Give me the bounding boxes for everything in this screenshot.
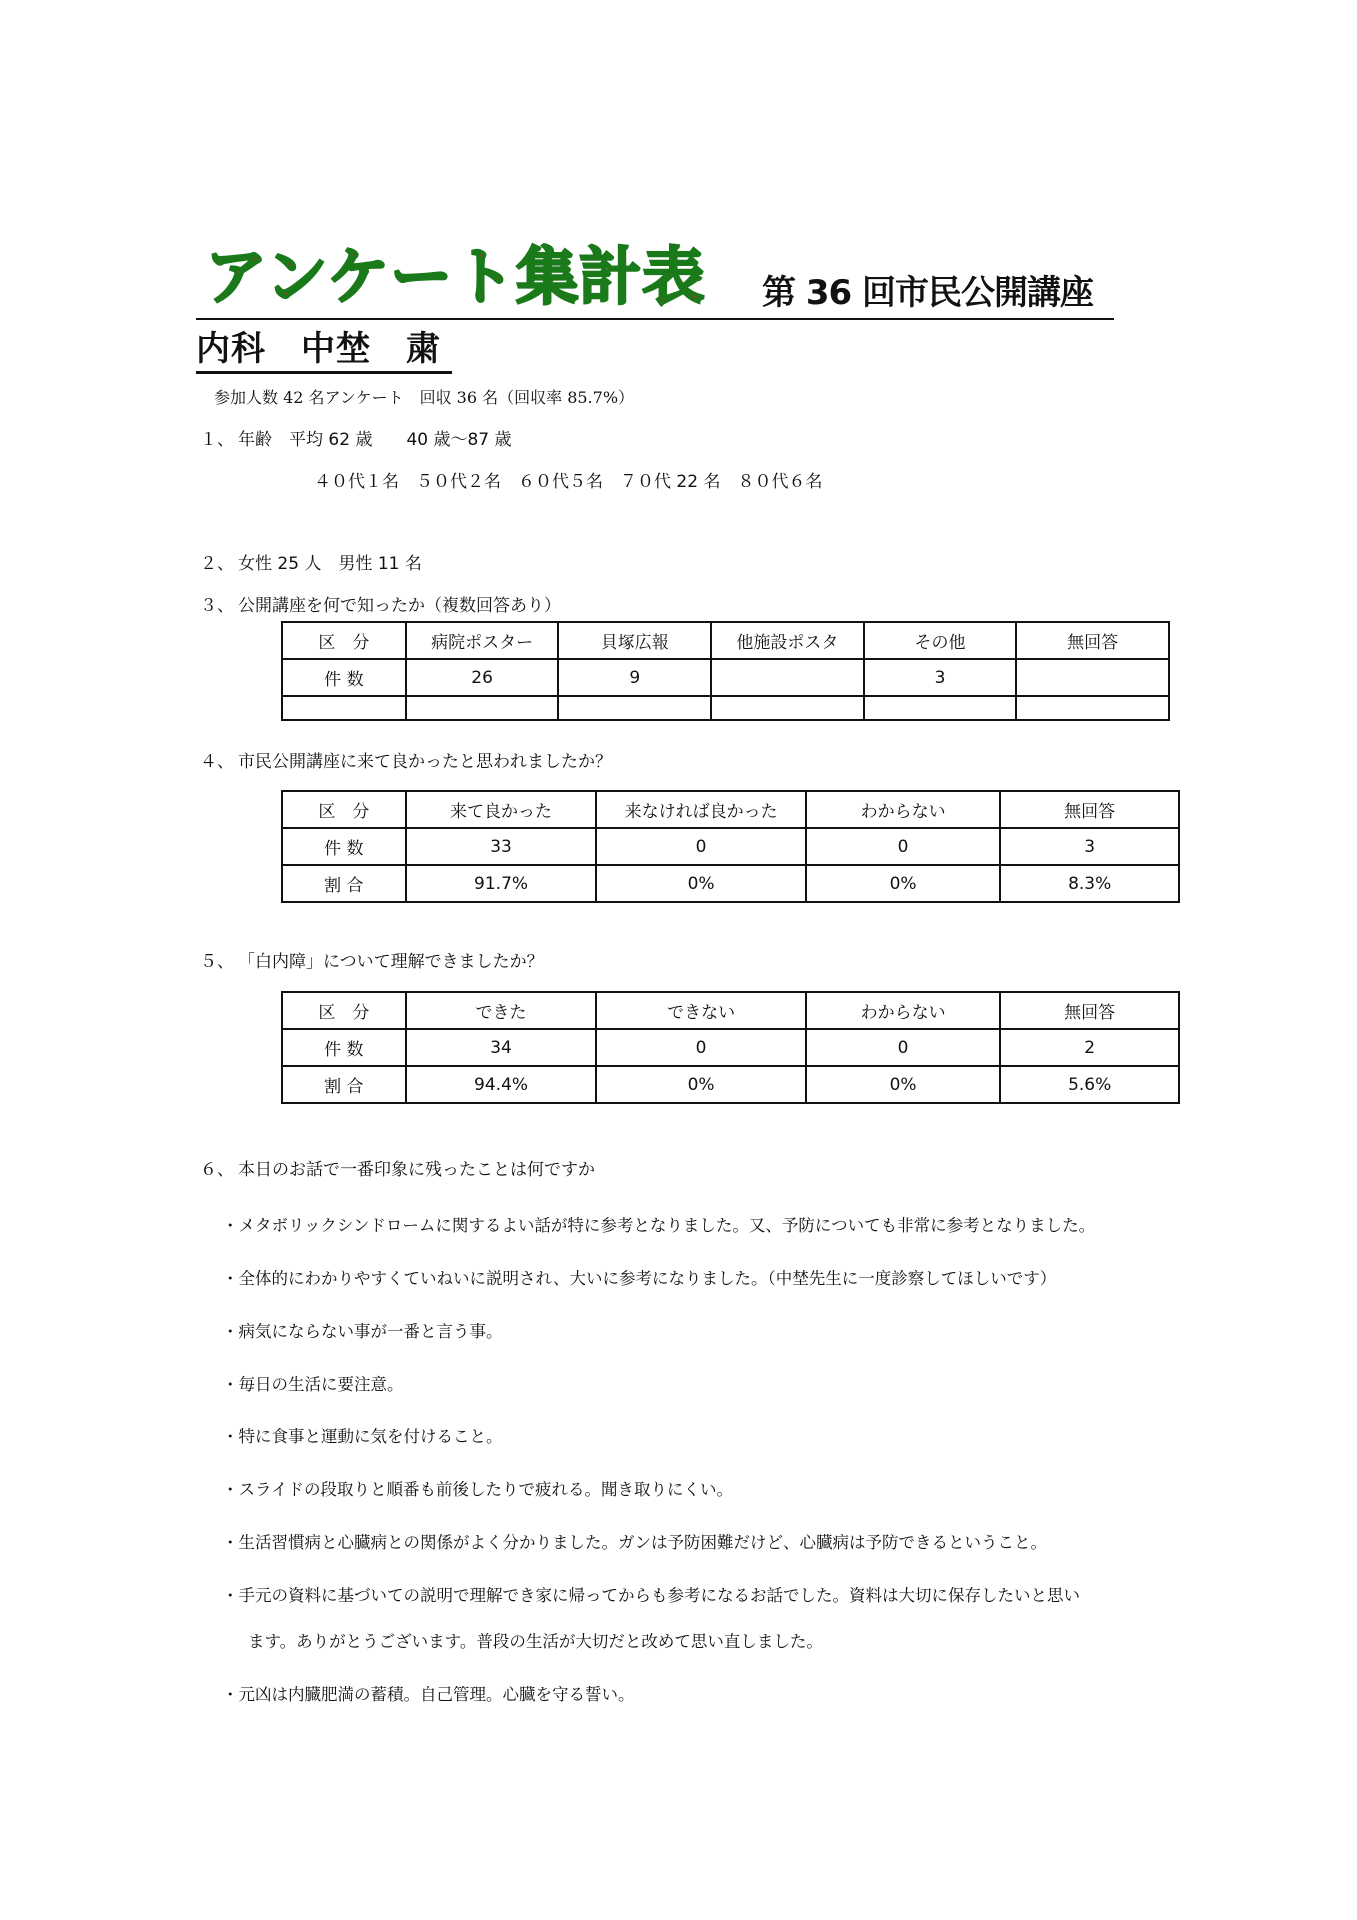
table-cell xyxy=(1016,659,1169,696)
header-cell: 無回答 xyxy=(1016,622,1169,659)
comment-item-continued: ます。ありがとうございます。普段の生活が大切だと改めて思い直しました。 xyxy=(248,1632,823,1651)
header-cell: 区 分 xyxy=(282,791,406,828)
q2-heading xyxy=(200,549,422,574)
table-cell: 34 xyxy=(406,1029,597,1066)
q6-text: 本日のお話で一番印象に残ったことは何ですか xyxy=(238,1160,595,1180)
table-header-row xyxy=(282,791,1179,828)
header-cell: 来なければ良かった xyxy=(596,791,805,828)
table-cell xyxy=(406,696,559,720)
report-title: アンケート集計表 xyxy=(205,240,706,313)
header-cell: できない xyxy=(596,992,805,1029)
q3-text: 公開講座を何で知ったか（複数回答あり） xyxy=(238,596,561,616)
lecture-subtitle: 第 36 回市民公開講座 xyxy=(762,273,1093,313)
table-header-row xyxy=(282,992,1179,1029)
table-cell: 0% xyxy=(806,1066,1001,1103)
comment-item: ・生活習慣病と心臓病との関係がよく分かりました。ガンは予防困難だけど、心臓病は予防できるということ。 xyxy=(222,1533,1047,1552)
table-cell: 33 xyxy=(406,828,597,865)
table-cell: 0% xyxy=(596,1066,805,1103)
header-cell: わからない xyxy=(806,791,1001,828)
table-cell: 91.7% xyxy=(406,865,597,902)
dept-underline xyxy=(196,371,452,374)
table-row xyxy=(282,1029,1179,1066)
table-cell: 0% xyxy=(596,865,805,902)
q2-number: ２、 xyxy=(200,554,234,574)
table-cell: 26 xyxy=(406,659,559,696)
table-cell: 8.3% xyxy=(1000,865,1179,902)
comment-item: ・特に食事と運動に気を付けること。 xyxy=(222,1427,503,1446)
table-cell: 94.4% xyxy=(406,1066,597,1103)
table-cell xyxy=(864,696,1017,720)
comment-item: ・全体的にわかりやすくていねいに説明され、大いに参考になりました。（中埜先生に一度診察してほしいです） xyxy=(222,1269,1057,1288)
q4-number: ４、 xyxy=(200,752,234,772)
table-cell xyxy=(558,696,711,720)
header-cell: 無回答 xyxy=(1000,791,1179,828)
comment-item: ・元凶は内臓肥満の蓄積。自己管理。心臓を守る誓い。 xyxy=(222,1685,635,1704)
header-cell: 来て良かった xyxy=(406,791,597,828)
table-cell: 3 xyxy=(864,659,1017,696)
q5-table xyxy=(281,991,1180,1104)
table-header-row xyxy=(282,622,1169,659)
table-row xyxy=(282,865,1179,902)
q3-number: ３、 xyxy=(200,596,234,616)
table-cell xyxy=(711,659,864,696)
header-cell: その他 xyxy=(864,622,1017,659)
q4-table xyxy=(281,790,1180,903)
comment-item: ・メタボリックシンドロームに関するよい話が特に参考となりました。又、予防についても非常に参考となりました。 xyxy=(222,1216,1096,1235)
header-cell: 区 分 xyxy=(282,992,406,1029)
header-cell: 区 分 xyxy=(282,622,406,659)
comment-item: ・手元の資料に基づいての説明で理解でき家に帰ってからも参考になるお話でした。資料は大切に保存したいと思い xyxy=(222,1586,1080,1605)
q5-text: 「白内障」について理解できましたか？ xyxy=(238,952,544,972)
row-label: 件 数 xyxy=(282,828,406,865)
q1-heading xyxy=(200,425,512,450)
table-cell: 0 xyxy=(596,828,805,865)
table-cell xyxy=(1016,696,1169,720)
table-row xyxy=(282,1066,1179,1103)
q3-heading xyxy=(200,591,561,616)
q5-heading xyxy=(200,947,544,972)
table-cell: 3 xyxy=(1000,828,1179,865)
table-cell xyxy=(282,696,406,720)
comment-item: ・スライドの段取りと順番も前後したりで疲れる。聞き取りにくい。 xyxy=(222,1480,734,1499)
header-cell: 貝塚広報 xyxy=(558,622,711,659)
header-cell: 他施設ポスタ xyxy=(711,622,864,659)
q4-heading xyxy=(200,747,612,772)
q2-text: 女性 25 人 男性 11 名 xyxy=(238,554,422,574)
header-cell: わからない xyxy=(806,992,1001,1029)
table-cell xyxy=(711,696,864,720)
q1-age-breakdown: ４０代１名 ５０代２名 ６０代５名 ７０代 22 名 ８０代６名 xyxy=(314,472,823,492)
table-cell: 2 xyxy=(1000,1029,1179,1066)
header-cell: できた xyxy=(406,992,597,1029)
table-cell: 0 xyxy=(806,828,1001,865)
table-row xyxy=(282,828,1179,865)
row-label: 割 合 xyxy=(282,1066,406,1103)
comment-item: ・毎日の生活に要注意。 xyxy=(222,1375,404,1394)
q1-text: 年齢 平均 62 歳 40 歳〜87 歳 xyxy=(238,430,512,450)
title-underline xyxy=(196,318,1114,320)
header-cell: 病院ポスター xyxy=(406,622,559,659)
q6-heading xyxy=(200,1155,595,1180)
table-cell: 0 xyxy=(596,1029,805,1066)
q1-number: １、 xyxy=(200,430,234,450)
table-cell: 0% xyxy=(806,865,1001,902)
row-label: 件 数 xyxy=(282,1029,406,1066)
table-cell: 0 xyxy=(806,1029,1001,1066)
row-label: 割 合 xyxy=(282,865,406,902)
row-label: 件 数 xyxy=(282,659,406,696)
comment-item: ・病気にならない事が一番と言う事。 xyxy=(222,1322,503,1341)
table-cell: 5.6% xyxy=(1000,1066,1179,1103)
table-row xyxy=(282,659,1169,696)
participants-summary: 参加人数 42 名アンケート 回収 36 名（回収率 85.7%） xyxy=(214,388,635,407)
q3-table xyxy=(281,621,1170,721)
table-cell: 9 xyxy=(558,659,711,696)
table-row xyxy=(282,696,1169,720)
q5-number: ５、 xyxy=(200,952,234,972)
q6-number: ６、 xyxy=(200,1160,234,1180)
header-cell: 無回答 xyxy=(1000,992,1179,1029)
q4-text: 市民公開講座に来て良かったと思われましたか？ xyxy=(238,752,612,772)
department-speaker: 内科 中埜 粛 xyxy=(196,329,441,369)
